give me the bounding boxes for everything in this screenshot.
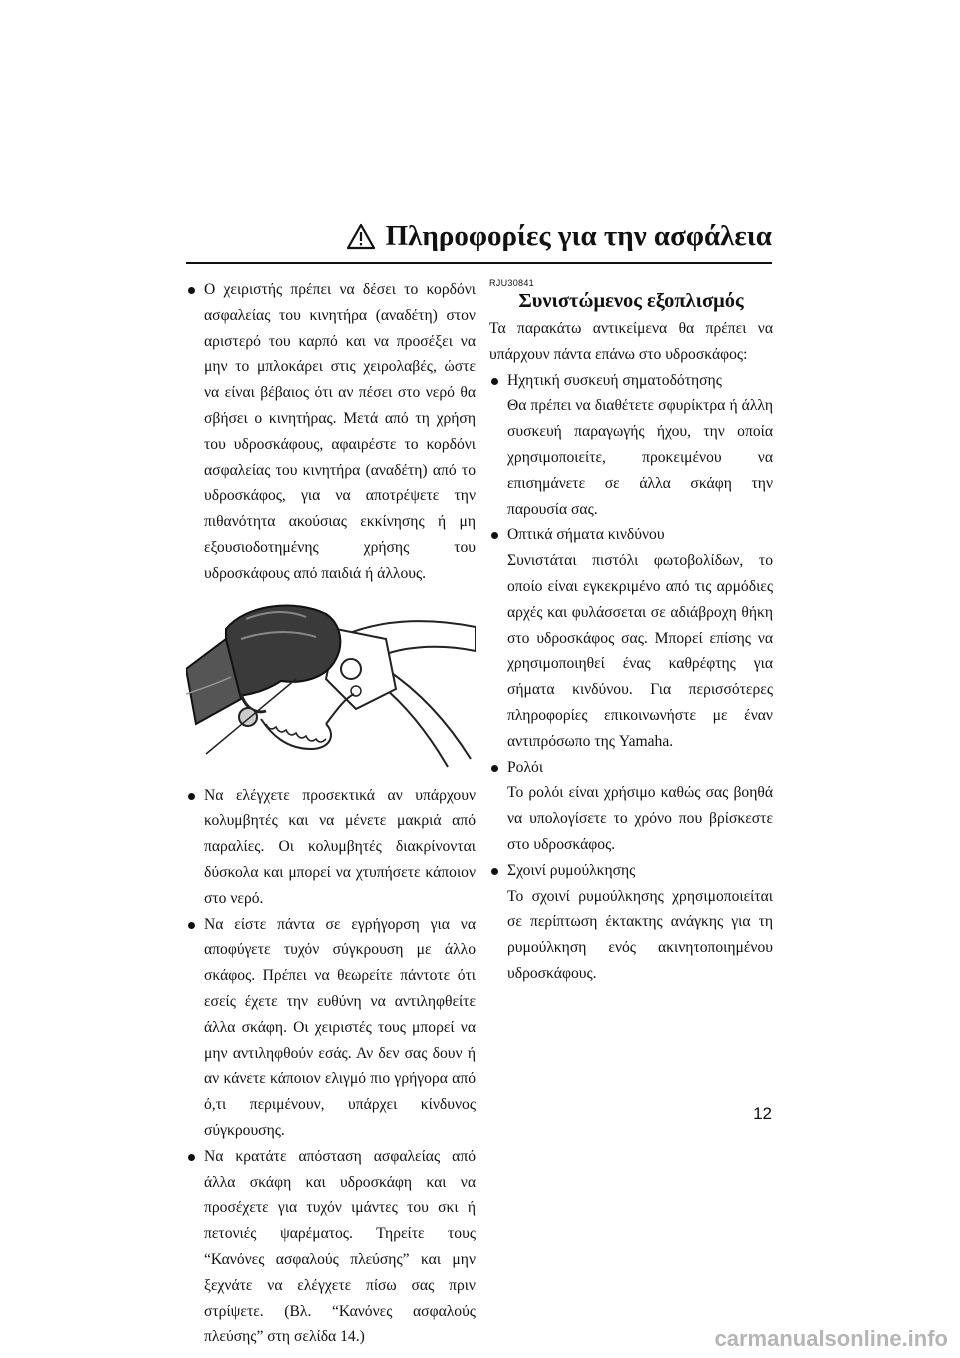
bullet-dot — [491, 378, 498, 385]
page-header — [186, 220, 772, 264]
bullet-item — [186, 912, 476, 1144]
equipment-item — [489, 858, 773, 884]
section-intro: Τα παρακάτω αντικείμενα θα πρέπει να υπάρχουν πάντα επάνω στο υδροσκάφος: — [489, 320, 773, 363]
equipment-item — [489, 368, 773, 394]
reference-code: RJU30841 — [489, 278, 534, 288]
bullet-dot — [188, 287, 195, 294]
bullet-item — [186, 277, 476, 587]
equipment-item — [489, 522, 773, 548]
page-number: 12 — [753, 1104, 772, 1123]
bullet-text: Να ελέγχετε προσεκτικά αν υπάρχουν κολυμβητές και να μένετε μακριά από παραλίες. Οι κολυμβητές διακρίνονται δύσκολα και μπορεί να χτυπήσετε κάποιον στο νερό. — [204, 786, 476, 907]
bullet-dot — [491, 765, 498, 772]
header-title-group — [346, 220, 772, 253]
equipment-title: Ρολόι — [507, 758, 544, 776]
bullet-text: Να είστε πάντα σε εγρήγορση για να αποφύγετε τυχόν σύγκρουση με άλλο σκάφος. Πρέπει να θεωρείτε πάντοτε ότι εσείς έχετε την ευθύνη να αντιληφθείτε άλλα σκάφη. Οι χειριστές τους μπορεί να μην αντιληφθούν εσάς. Αν δεν σας δουν ή αν κάνετε κάποιον ελιγμό πιο γρήγορα από ό,τι περιμένουν, υπάρχει κίνδυνος σύγκρουσης. — [204, 915, 476, 1139]
warning-triangle-icon — [346, 223, 376, 250]
right-column — [489, 278, 773, 987]
bullet-item — [186, 1144, 476, 1350]
bullet-dot — [188, 793, 195, 800]
equipment-description: Συνιστάται πιστόλι φωτοβολίδων, το οποίο είναι εγκεκριμένο από τις αρμόδιες αρχές και φυλάσσεται σε αδιάβροχη θήκη στο υδροσκάφος σας. Μπορεί επίσης να χρησιμοποιηθεί ένας καθρέφτης για σήματα κινδύνου. Για περισσότερες πληροφορίες επικοινωνήστε με έναν αντιπρόσωπο της Yamaha. — [507, 552, 773, 750]
equipment-item — [489, 755, 773, 781]
bullet-dot — [188, 1154, 195, 1161]
watermark: carmanualsonline.info — [714, 1326, 948, 1351]
equipment-title: Οπτικά σήματα κινδύνου — [507, 526, 665, 544]
bullet-dot — [491, 532, 498, 539]
equipment-description: Το σχοινί ρυμούλκησης χρησιμοποιείται σε περίπτωση έκτακτης ανάγκης για τη ρυμούλκηση ενός ακινητοποιημένου υδροσκάφους. — [507, 887, 773, 982]
equipment-title: Σχοινί ρυμούλκησης — [507, 861, 636, 879]
equipment-description: Θα πρέπει να διαθέτετε σφυρίκτρα ή άλλη συσκευή παραγωγής ήχου, την οποία χρησιμοποιείτε, προκειμένου να επισημάνετε σε άλλα σκάφη την παρουσία σας. — [507, 397, 773, 518]
equipment-title: Ηχητική συσκευή σηματοδότησης — [507, 371, 722, 389]
bullet-text: Ο χειριστής πρέπει να δέσει το κορδόνι ασφαλείας του κινητήρα (αναδέτη) στον αριστερό του καρπό και να προσέξει να μην το μπλοκάρει στις χειρολαβές, ώστε να είναι βέβαιος ότι αν πέσει στο νερό θα σβήσει ο κινητήρας. Μετά από τη χρήση του υδροσκάφους, αφαιρέστε το κορδόνι ασφαλείας του κινητήρα (αναδέτη) από το υδροσκάφος, για να αποτρέψετε την πιθανότητα ακούσιας εκκίνησης ή μη εξουσιοδοτημένης χρήσης του υδροσκάφους από παιδιά ή άλλους. — [204, 281, 476, 582]
bullet-item — [186, 783, 476, 912]
section-title: Συνιστώμενος εξοπλισμός — [518, 290, 744, 312]
left-column — [186, 277, 476, 1350]
bullet-text: Να κρατάτε απόσταση ασφαλείας από άλλα σκάφη και υδροσκάφη και να προσέχετε για τυχόν ιμάντες του σκι ή πετονιές ψαρέματος. Τηρείτε τους “Κανόνες ασφαλούς πλεύσης” και μην ξεχνάτε να ελέγχετε πίσω σας πριν στρίψετε. (Βλ. “Κανόνες ασφαλούς πλεύσης” στη σελίδα 14.) — [204, 1147, 476, 1346]
bullet-dot — [491, 868, 498, 875]
bullet-dot — [188, 922, 195, 929]
header-title: Πληροφορίες για την ασφάλεια — [385, 220, 772, 252]
illustration-wrist-lanyard — [186, 599, 476, 769]
equipment-description: Το ρολόι είναι χρήσιμο καθώς σας βοηθά να υπολογίσετε το χρόνο που βρίσκεστε στο υδροσκάφος. — [507, 784, 773, 853]
